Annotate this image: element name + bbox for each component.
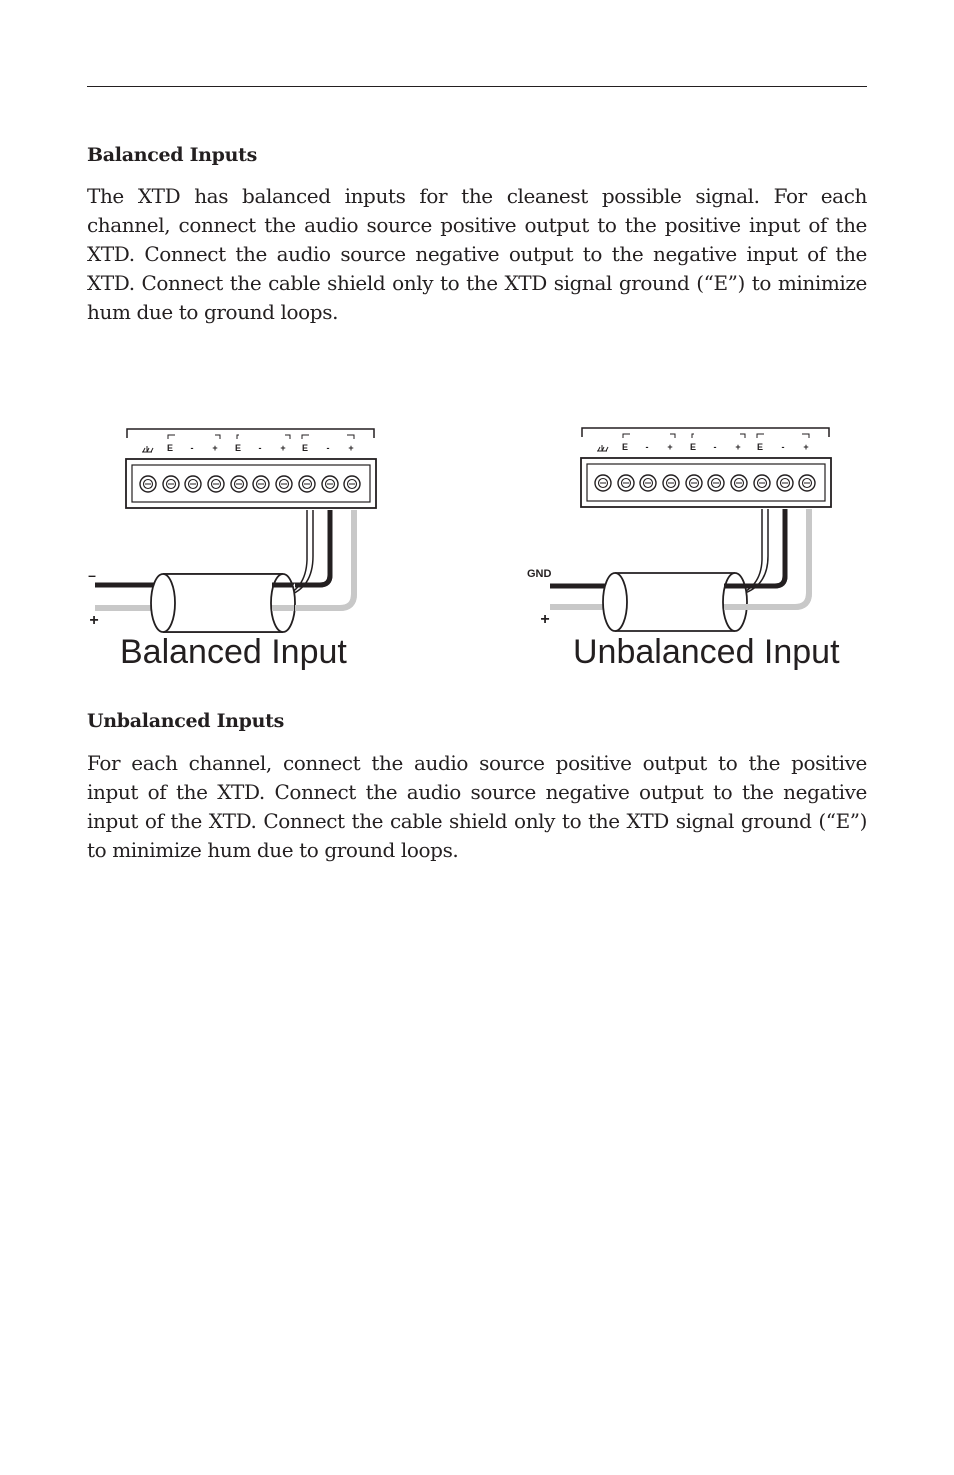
terminal-label-row: [597, 434, 809, 452]
unbalanced-inputs-heading: Unbalanced Inputs: [87, 710, 285, 732]
terminal-label-plus: +: [348, 443, 354, 453]
unbalanced-diagram: [527, 428, 840, 671]
unbalanced-wires: [550, 509, 809, 631]
terminal-label-e: E: [234, 443, 242, 453]
terminal-label-plus: +: [735, 442, 741, 452]
terminal-label-plus: +: [803, 442, 809, 452]
terminal-label-minus: -: [713, 442, 717, 452]
terminal-label-minus: -: [258, 443, 262, 453]
unbalanced-inputs-paragraph: For each channel, connect the audio source positive output to the positive input of the XTD. Connect the audio source negative output to the negative input of the XTD. Connect the cable shield only to the XTD signal ground (“E”) to minimize hum due to ground loops.: [87, 751, 867, 862]
balanced-minus-label: –: [88, 567, 96, 583]
terminal-label-minus: -: [645, 442, 649, 452]
terminal-label-minus: -: [326, 443, 330, 453]
chassis-ground-icon: [597, 445, 608, 451]
chassis-ground-icon: [142, 446, 153, 452]
terminal-label-row: [142, 435, 354, 453]
balanced-inputs-heading: Balanced Inputs: [87, 144, 258, 166]
terminal-bracket: [582, 428, 829, 437]
terminal-label-e: E: [689, 442, 697, 452]
balanced-wires: [95, 510, 354, 632]
unbalanced-gnd-label: GND: [527, 568, 552, 580]
terminal-label-plus: +: [280, 443, 286, 453]
terminal-label-e: E: [756, 442, 764, 452]
unbalanced-input-title: Unbalanced Input: [573, 633, 840, 671]
balanced-plus-label: +: [89, 612, 99, 629]
terminal-label-e: E: [621, 442, 629, 452]
terminal-label-plus: +: [667, 442, 673, 452]
terminal-bracket: [127, 429, 374, 438]
terminal-label-plus: +: [212, 443, 218, 453]
terminal-label-minus: -: [190, 443, 194, 453]
terminal-label-minus: -: [781, 442, 785, 452]
terminal-label-e: E: [166, 443, 174, 453]
wiring-diagrams: [0, 0, 954, 700]
balanced-diagram: [88, 429, 376, 671]
unbalanced-plus-label: +: [540, 611, 550, 628]
terminal-label-e: E: [301, 443, 309, 453]
balanced-input-title: Balanced Input: [120, 633, 347, 671]
balanced-inputs-paragraph: The XTD has balanced inputs for the cleanest possible signal. For each channel, connect the audio source positive output to the positive input of the XTD. Connect the audio source negative output to the negative input of the XTD. Connect the cable shield only to the XTD signal ground (“E”) to minimize hum due to ground loops.: [87, 184, 867, 324]
